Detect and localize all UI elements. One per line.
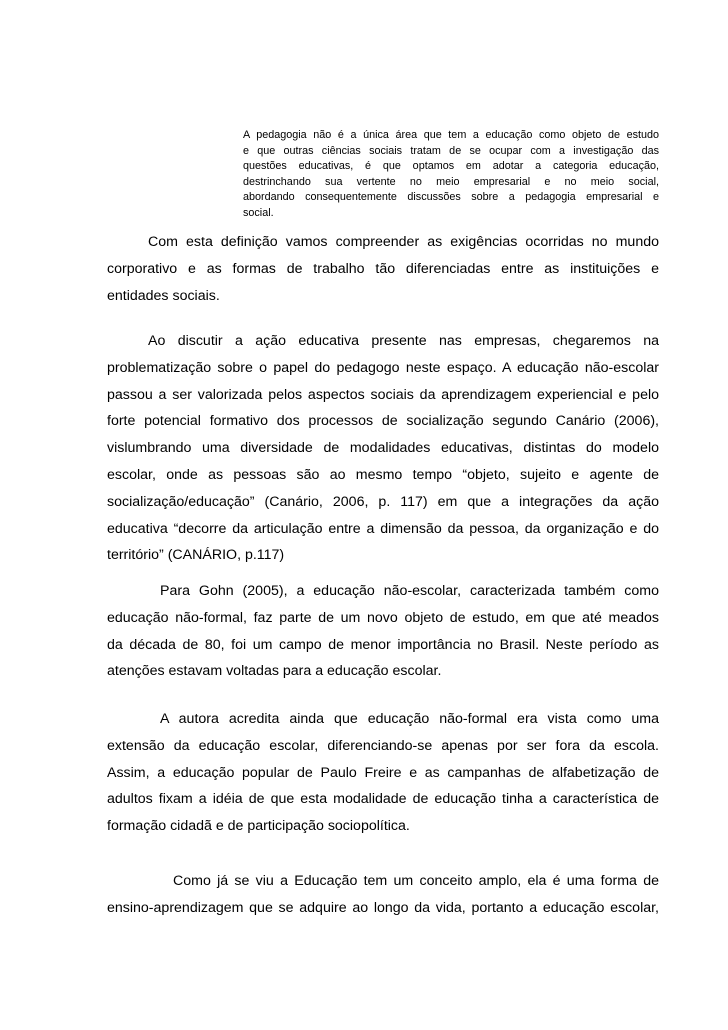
paragraph-line: adultos fixam a idéia de que esta modalidade de educação tinha a característica de (107, 791, 659, 808)
paragraph-line: território” (CANÁRIO, p.117) (107, 547, 285, 564)
quote-line: questões educativas, é que optamos em adotar a categoria educação, (243, 160, 659, 172)
quote-line: abordando consequentemente discussões sobre a pedagogia empresarial e (243, 191, 659, 203)
paragraph-line: da década de 80, foi um campo de menor importância no Brasil. Neste período as (107, 636, 659, 653)
paragraph-line: escolar, onde as pessoas são ao mesmo tempo “objeto, sujeito e agente de (107, 466, 659, 483)
paragraph-line: corporativo e as formas de trabalho tão diferenciadas entre as instituições e (107, 260, 659, 277)
paragraph-1 (107, 229, 659, 309)
block-quote (243, 128, 659, 221)
paragraph-line: Ao discutir a ação educativa presente nas empresas, chegaremos na (148, 333, 659, 349)
paragraph-line: formação cidadã e de participação sociopolítica. (107, 818, 410, 835)
paragraph-line: entidades sociais. (107, 287, 220, 304)
paragraph-line: ensino-aprendizagem que se adquire ao longo da vida, portanto a educação escolar, (107, 899, 659, 916)
paragraph-line: socialização/educação” (Canário, 2006, p. 117) em que a integrações da ação (107, 493, 659, 510)
paragraph-line: A autora acredita ainda que educação não-formal era vista como uma (160, 711, 659, 727)
quote-line: destrinchando sua vertente no meio empresarial e no meio social, (243, 175, 659, 188)
paragraph-line: passou a ser valorizada pelos aspectos sociais da aprendizagem experiencial e pelo (107, 386, 659, 403)
paragraph-3 (107, 578, 659, 685)
paragraph-5 (107, 868, 659, 922)
paragraph-line: Assim, a educação popular de Paulo Freire e as campanhas de alfabetização de (107, 764, 659, 781)
quote-line: A pedagogia não é a única área que tem a educação como objeto de estudo (243, 129, 659, 141)
paragraph-2 (107, 328, 659, 569)
paragraph-line: atenções estavam voltadas para a educação escolar. (107, 663, 442, 680)
paragraph-line: extensão da educação escolar, diferenciando-se apenas por ser fora da escola. (107, 737, 659, 754)
paragraph-line: Com esta definição vamos compreender as exigências ocorridas no mundo (148, 234, 659, 250)
quote-line: e que outras ciências sociais tratam de se ocupar com a investigação das (243, 144, 659, 157)
paragraph-line: Para Gohn (2005), a educação não-escolar, caracterizada também como (160, 583, 659, 599)
paragraph-line: Como já se viu a Educação tem um conceito amplo, ela é uma forma de (173, 873, 659, 889)
paragraph-4 (107, 706, 659, 840)
quote-line: social. (243, 206, 274, 219)
paragraph-line: problematização sobre o papel do pedagogo neste espaço. A educação não-escolar (107, 359, 659, 376)
paragraph-line: forte potencial formativo dos processos de socialização segundo Canário (2006), (107, 413, 659, 430)
paragraph-line: educativa “decorre da articulação entre a dimensão da pessoa, da organização e do (107, 520, 659, 537)
paragraph-line: vislumbrando uma diversidade de modalidades educativas, distintas do modelo (107, 440, 659, 457)
paragraph-line: educação não-formal, faz parte de um novo objeto de estudo, em que até meados (107, 609, 659, 626)
